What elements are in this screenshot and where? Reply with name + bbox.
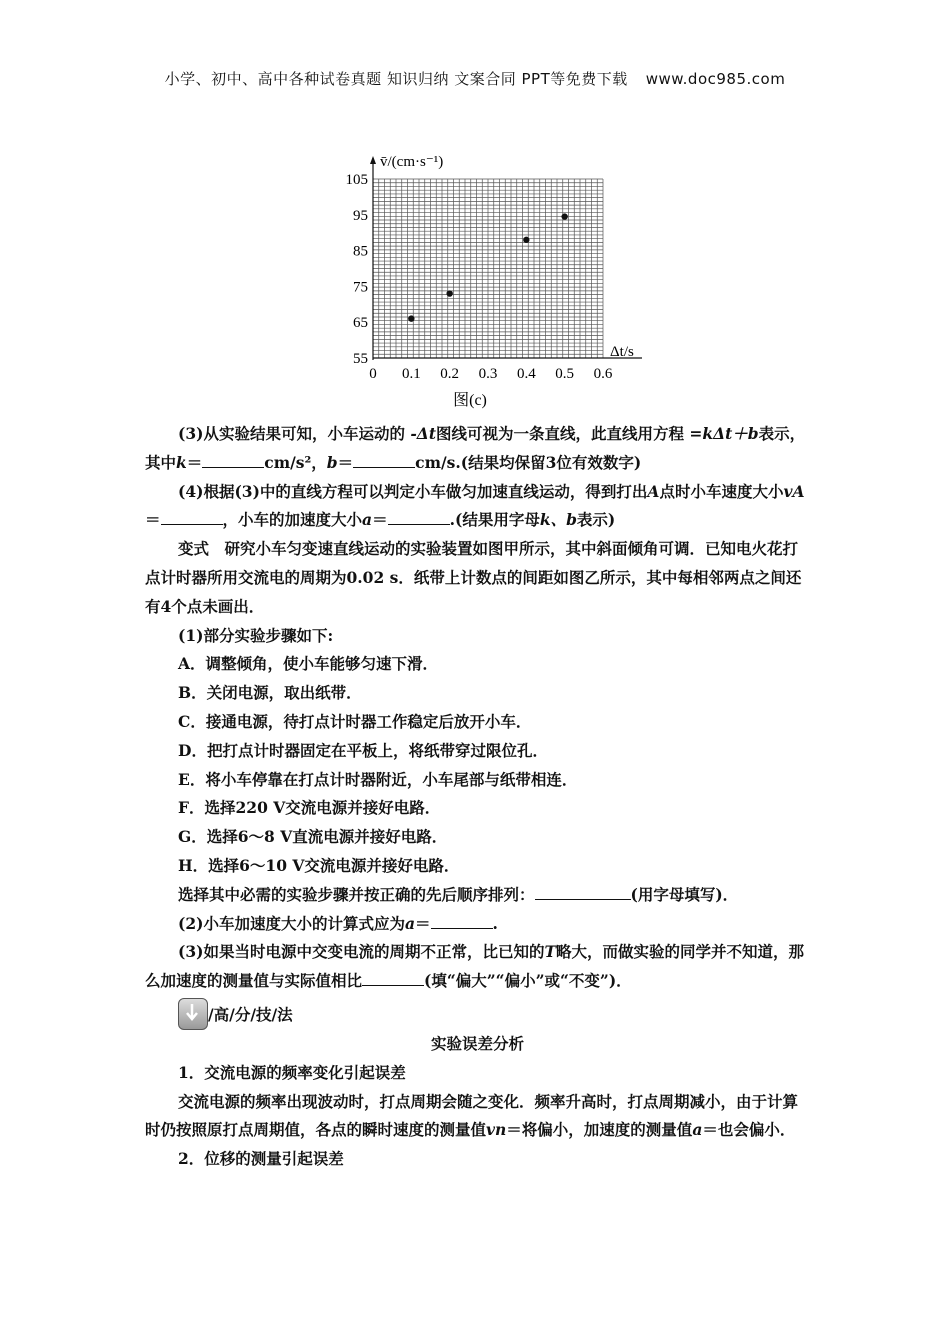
error2-title: 2．位移的测量引起误差 xyxy=(178,1149,344,1169)
header-url[interactable]: www.doc985.com xyxy=(645,70,786,88)
error1-paragraph: 交流电源的频率出现波动时，打点周期会随之变化．频率升高时，打点周期减小，由于计算时仍按照原打点周期值，各点的瞬时速度的测量值vn＝将偏小，加速度的测量值a＝也会偏小． xyxy=(145,1091,799,1140)
answer-blank-b[interactable] xyxy=(353,449,415,468)
x-tick-label: 0.1 xyxy=(401,366,421,382)
y-tick-label: 95 xyxy=(353,207,368,224)
step-d: D．把打点计时器固定在平板上，将纸带穿过限位孔． xyxy=(178,740,548,760)
tip-label: /高/分/技/法 xyxy=(208,1005,293,1025)
question-content xyxy=(145,420,810,1174)
step-f: F．选择220 V交流电源并接好电路． xyxy=(178,798,441,818)
step-h: H．选择6～10 V交流电源并接好电路． xyxy=(178,855,460,875)
y-tick-label: 105 xyxy=(345,172,368,188)
header-text: 小学、初中、高中各种试卷真题 知识归纳 文案合同 PPT等免费下载 xyxy=(164,70,628,88)
answer-blank-a[interactable] xyxy=(388,506,450,525)
x-axis-label: Δt/s xyxy=(610,344,634,360)
q4-paragraph: (4)根据(3)中的直线方程可以判定小车做匀加速直线运动，得到打出A点时小车速度大小vA＝ ，小车的加速度大小a＝ .(结果用字母k、b表示) xyxy=(145,481,805,530)
y-axis-arrow xyxy=(370,156,376,164)
y-tick-label: 85 xyxy=(353,243,368,260)
chart-caption: 图(c) xyxy=(453,392,487,409)
data-point xyxy=(446,290,452,296)
data-point xyxy=(523,237,529,243)
answer-blank-k[interactable] xyxy=(202,449,264,468)
step-a: A．调整倾角，使小车能够匀速下滑． xyxy=(178,654,439,674)
y-axis-label: v̄/(cm·s⁻¹) xyxy=(380,154,444,170)
variant-paragraph: 变式 研究小车匀变速直线运动的实验装置如图甲所示，其中斜面倾角可调．已知电火花打点计时器所用交流电的周期为0.02 s．纸带上计数点的间距如图乙所示，其中每相邻两点之间还有4个点未画出． xyxy=(145,539,802,616)
x-tick-label: 0.6 xyxy=(593,366,613,382)
y-tick-label: 75 xyxy=(353,279,368,296)
answer-blank-accel[interactable] xyxy=(431,910,493,929)
x-tick-label: 0.3 xyxy=(478,366,498,382)
step-c: C．接通电源，待打点计时器工作稳定后放开小车． xyxy=(178,711,532,731)
answer-blank-order[interactable] xyxy=(535,881,631,900)
chart-grid xyxy=(373,179,603,358)
answer-blank-compare[interactable] xyxy=(362,967,424,986)
data-point xyxy=(561,213,567,219)
x-tick-label: 0.4 xyxy=(516,366,536,382)
x-tick-label: 0.5 xyxy=(555,366,575,382)
x-tick-label: 0 xyxy=(369,366,377,382)
v2-question: (2)小车加速度大小的计算式应为a＝ . xyxy=(145,910,810,939)
section-title: 实验误差分析 xyxy=(430,1033,524,1053)
y-tick-label: 65 xyxy=(353,315,368,332)
steps-intro: (1)部分实验步骤如下: xyxy=(178,625,334,645)
x-tick-label: 0.2 xyxy=(440,366,460,382)
page-header xyxy=(0,68,950,89)
down-arrow-icon xyxy=(178,998,208,1030)
tip-heading xyxy=(145,998,810,1030)
data-point xyxy=(408,315,414,321)
v3-question: (3)如果当时电源中交变电流的周期不正常，比已知的T略大，而做实验的同学并不知道，那么加速度的测量值与实际值相比 (填“偏大”“偏小”或“不变”)． xyxy=(145,942,805,991)
step-b: B．关闭电源，取出纸带． xyxy=(178,683,362,703)
step-g: G．选择6～8 V直流电源并接好电路． xyxy=(178,827,448,847)
error1-title: 1．交流电源的频率变化引起误差 xyxy=(178,1062,406,1082)
velocity-time-chart xyxy=(330,146,650,416)
q3-paragraph: (3)从实验结果可知，小车运动的 -Δt图线可视为一条直线，此直线用方程 =kΔt＋b表示，其中k＝ cm/s²，b＝ cm/s.(结果均保留3位有效数字) xyxy=(145,424,806,472)
y-tick-label: 55 xyxy=(353,351,368,367)
order-question: 选择其中必需的实验步骤并按正确的先后顺序排列： (用字母填写)． xyxy=(145,881,810,910)
answer-blank-va[interactable] xyxy=(161,506,223,525)
step-e: E．将小车停靠在打点计时器附近，小车尾部与纸带相连． xyxy=(178,769,578,789)
